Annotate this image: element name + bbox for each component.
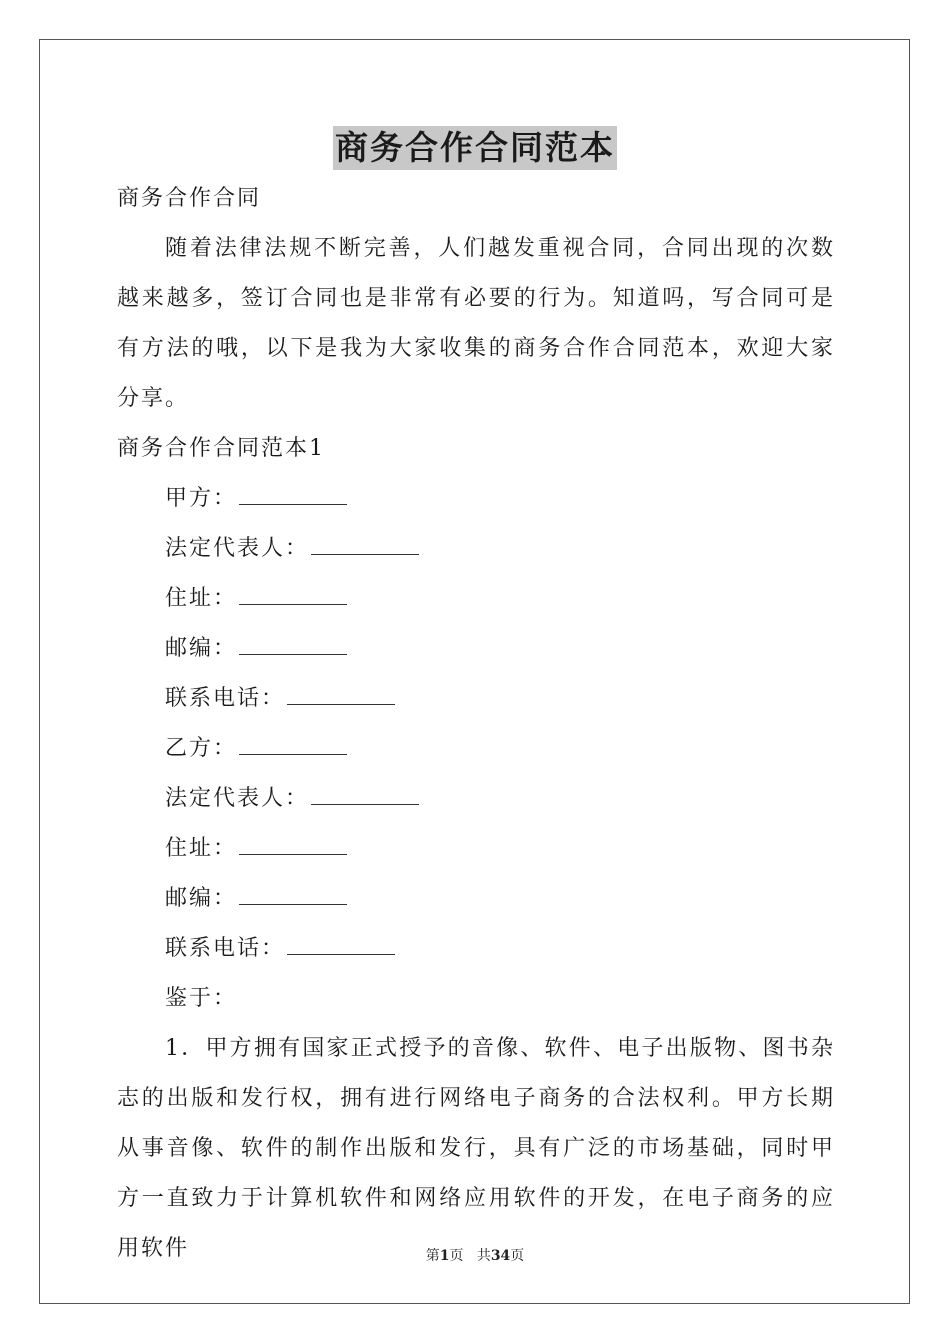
party-b-field — [117, 724, 835, 774]
party-a-label: 甲方： — [165, 486, 238, 511]
party-b-postcode-blank — [239, 904, 347, 905]
section-heading: 商务合作合同范本1 — [117, 436, 325, 461]
total-pages: 34 — [490, 1248, 511, 1264]
party-a-representative-blank — [311, 554, 419, 555]
party-b-address-label: 住址： — [165, 836, 238, 861]
intro-paragraph: 随着法律法规不断完善，人们越发重视合同，合同出现的次数越来越多，签订合同也是非常有必要的行为。知道吗，写合同可是有方法的哦，以下是我为大家收集的商务合作合同范本，欢迎大家分享。 — [117, 236, 835, 411]
page-footer — [0, 1245, 950, 1265]
document-subtitle: 商务合作合同 — [117, 186, 262, 211]
party-b-representative-label: 法定代表人： — [165, 786, 310, 811]
party-b-label: 乙方： — [165, 736, 238, 761]
party-a-address-field — [117, 574, 835, 624]
party-b-address-field — [117, 824, 835, 874]
whereas-heading: 鉴于： — [165, 986, 238, 1011]
party-b-postcode-field — [117, 874, 835, 924]
party-b-phone-blank — [287, 954, 395, 955]
party-a-postcode-field — [117, 624, 835, 674]
clause-1-paragraph: 1．甲方拥有国家正式授予的音像、软件、电子出版物、图书杂志的出版和发行权，拥有进行网络电子商务的合法权利。甲方长期从事音像、软件的制作出版和发行，具有广泛的市场基础，同时甲方一直致力于计算机软件和网络应用软件的开发，在电子商务的应用软件 — [117, 1036, 835, 1261]
party-b-blank — [239, 754, 347, 755]
party-a-phone-label: 联系电话： — [165, 686, 286, 711]
document-body — [117, 174, 835, 1274]
party-b-representative-blank — [311, 804, 419, 805]
party-b-phone-field — [117, 924, 835, 974]
party-a-phone-field — [117, 674, 835, 724]
party-b-representative-field — [117, 774, 835, 824]
page-number: 1 — [439, 1248, 450, 1264]
party-b-postcode-label: 邮编： — [165, 886, 238, 911]
page-suffix: 页 — [449, 1248, 464, 1264]
party-b-address-blank — [239, 854, 347, 855]
title-container — [0, 126, 950, 170]
page-prefix: 第 — [425, 1248, 440, 1264]
party-a-address-blank — [239, 604, 347, 605]
total-suffix: 页 — [510, 1248, 525, 1264]
party-a-blank — [239, 504, 347, 505]
party-a-address-label: 住址： — [165, 586, 238, 611]
party-a-phone-blank — [287, 704, 395, 705]
party-a-representative-field — [117, 524, 835, 574]
party-a-postcode-blank — [239, 654, 347, 655]
total-prefix: 共 — [476, 1248, 491, 1264]
document-title: 商务合作合同范本 — [333, 126, 617, 170]
party-a-field — [117, 474, 835, 524]
party-a-representative-label: 法定代表人： — [165, 536, 310, 561]
party-b-phone-label: 联系电话： — [165, 936, 286, 961]
party-a-postcode-label: 邮编： — [165, 636, 238, 661]
